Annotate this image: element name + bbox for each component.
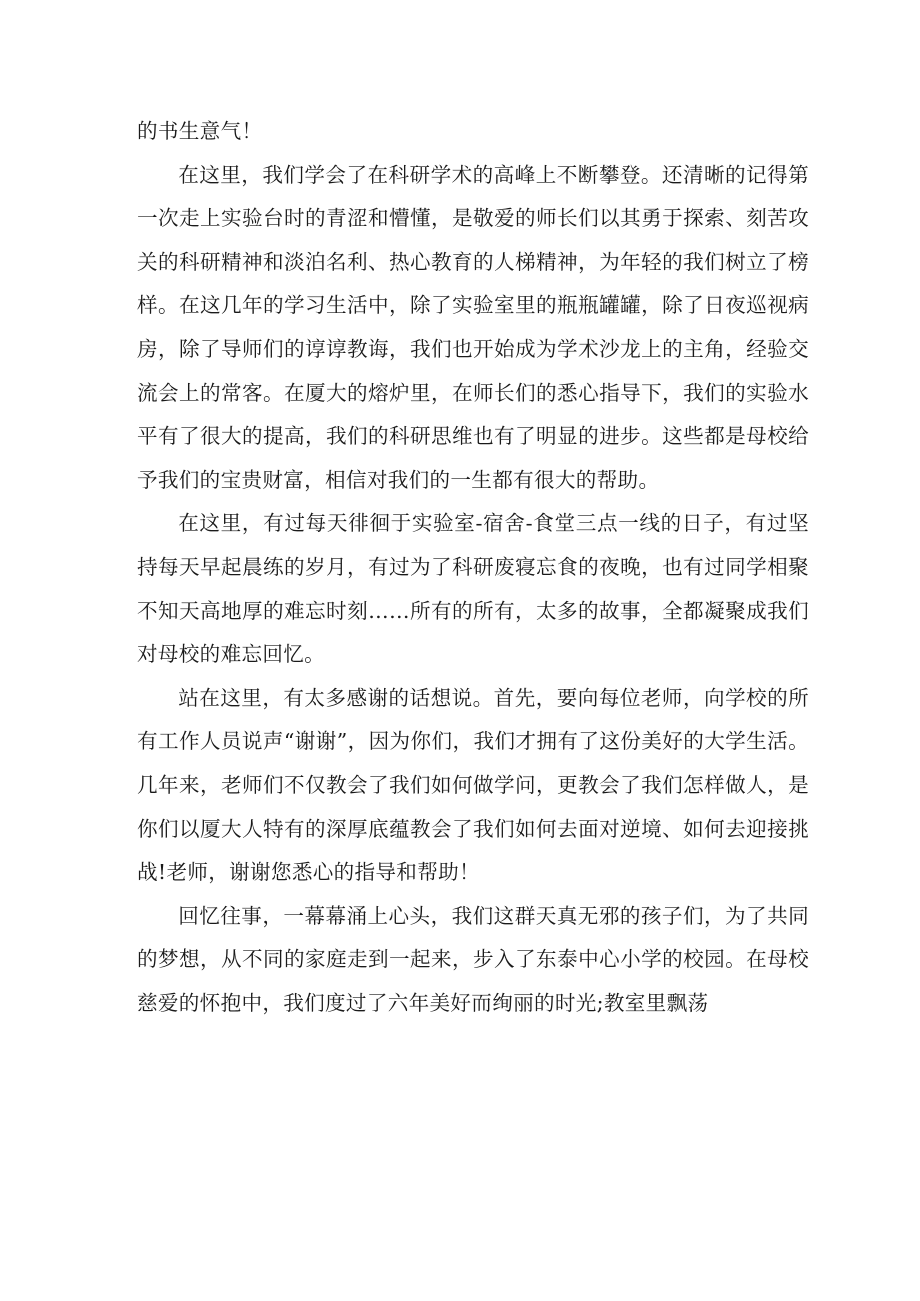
paragraph-thanks: 站在这里，有太多感谢的话想说。首先，要向每位老师，向学校的所有工作人员说声“谢谢”，因为你们，我们才拥有了这份美好的大学生活。几年来，老师们不仅教会了我们如何做学问，更教会了我们怎样做人，是你们以厦大人特有的深厚底蕴教会了我们如何去面对逆境、如何去迎接挑战!老师，谢谢您悉心的指导和帮助！ xyxy=(137,685,809,885)
paragraph-reminiscence: 回忆往事，一幕幕涌上心头，我们这群天真无邪的孩子们，为了共同的梦想，从不同的家庭走到一起来，步入了东泰中心小学的校园。在母校慈爱的怀抱中，我们度过了六年美好而绚丽的时光;教室里飘荡 xyxy=(137,903,809,1015)
paragraph-research: 在这里，我们学会了在科研学术的高峰上不断攀登。还清晰的记得第一次走上实验台时的青涩和懵懂，是敬爱的师长们以其勇于探索、刻苦攻关的科研精神和淡泊名利、热心教育的人梯精神，为年轻的我们树立了榜样。在这几年的学习生活中，除了实验室里的瓶瓶罐罐，除了日夜巡视病房，除了导师们的谆谆教诲，我们也开始成为学术沙龙上的主角，经验交流会上的常客。在厦大的熔炉里，在师长们的悉心指导下，我们的实验水平有了很大的提高，我们的科研思维也有了明显的进步。这些都是母校给予我们的宝贵财富，相信对我们的一生都有很大的帮助。 xyxy=(137,162,809,492)
document-page xyxy=(137,110,809,1025)
paragraph-continuation: 的书生意气！ xyxy=(137,119,263,143)
paragraph-memories: 在这里，有过每天徘徊于实验室-宿舍-食堂三点一线的日子，有过坚持每天早起晨练的岁月，有过为了科研废寝忘食的夜晚，也有过同学相聚不知天高地厚的难忘时刻……所有的所有，太多的故事，全都凝聚成我们对母校的难忘回忆。 xyxy=(137,511,809,667)
